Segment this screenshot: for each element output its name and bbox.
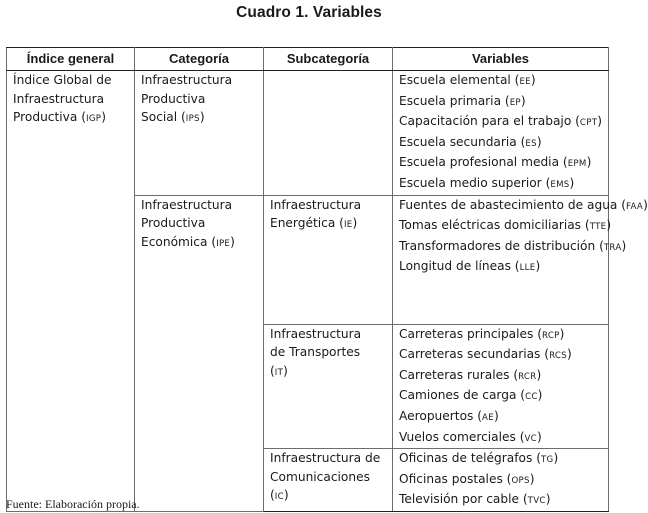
variable-item: Escuela profesional media (EPM) — [399, 155, 592, 170]
subcategoria-cell-transportes — [264, 324, 393, 449]
variable-item: Escuela medio superior (EMS) — [399, 175, 575, 190]
indice-abbr: IGP — [85, 114, 102, 125]
variable-item: Longitud de líneas (LLE) — [399, 259, 541, 274]
variable-item: Aeropuertos (AE) — [399, 408, 499, 423]
variable-item: Carreteras secundarias (RCS) — [399, 347, 572, 362]
variable-item: Oficinas de telégrafos (TG) — [399, 451, 559, 466]
indice-text: Índice Global de Infraestructura Productiva (IGP) — [13, 73, 112, 125]
table-row — [7, 71, 609, 196]
variable-item: Escuela elemental (EE) — [399, 73, 536, 87]
categoria-social-name: Infraestructura Productiva Social — [141, 73, 233, 125]
variable-item: Fuentes de abastecimiento de agua (FAA) — [399, 197, 648, 212]
subcategoria-energetica-name: Infraestructura Energética — [270, 197, 362, 231]
variables-table — [6, 47, 648, 512]
variable-item: Transformadores de distribución (TRA) — [399, 238, 627, 253]
subcategoria-comunicaciones-abbr: IC — [274, 492, 284, 503]
subcategoria-cell-empty — [264, 71, 393, 196]
subcategoria-energetica-abbr: IE — [343, 220, 353, 231]
variable-item: Oficinas postales (OPS) — [399, 471, 535, 486]
variable-item: Carreteras principales (RCP) — [399, 326, 565, 341]
categoria-cell-social — [135, 71, 264, 196]
header-categoria: Categoría — [135, 48, 264, 71]
variables-cell-comunicaciones — [393, 449, 609, 512]
indice-cell — [7, 71, 135, 512]
header-subcategoria: Subcategoría — [264, 48, 393, 71]
variables-cell-energetica — [393, 195, 648, 324]
categoria-social-text: Infraestructura Productiva Social (IPS) — [141, 73, 233, 125]
variable-item: Carreteras rurales (RCR) — [399, 367, 542, 382]
variable-item: Tomas eléctricas domiciliarias (TTE) — [399, 218, 612, 233]
indice-name: Índice Global de Infraestructura Productiva — [13, 73, 112, 125]
categoria-economica-abbr: IPE — [216, 238, 231, 249]
variable-item: Vuelos comerciales (VC) — [399, 429, 542, 444]
categoria-economica-text: Infraestructura Productiva Económica (IPE) — [141, 197, 235, 249]
categoria-cell-economica — [135, 195, 264, 511]
header-row — [7, 48, 609, 71]
subcategoria-transportes-text: Infraestructura de Transportes (IT) — [270, 326, 362, 378]
header-variables: Variables — [393, 48, 609, 71]
categoria-economica-name: Infraestructura Productiva Económica — [141, 197, 233, 249]
variable-item: Camiones de carga (CC) — [399, 388, 543, 403]
variable-item: Escuela primaria (EP) — [399, 93, 526, 108]
variable-item: Capacitación para el trabajo (CPT) — [399, 114, 603, 129]
variables-cell-transportes — [393, 324, 609, 449]
subcategoria-comunicaciones-text: Infraestructura de Comunicaciones (IC) — [270, 451, 381, 503]
variable-item: Televisión por cable (TVC) — [399, 492, 551, 507]
table-title: Cuadro 1. Variables — [236, 4, 382, 21]
variables-cell-social — [393, 71, 609, 196]
subcategoria-energetica-text: Infraestructura Energética (IE) — [270, 197, 362, 231]
subcategoria-transportes-abbr: IT — [274, 367, 284, 378]
variable-item: Escuela secundaria (ES) — [399, 134, 542, 149]
header-indice-general: Índice general — [7, 48, 135, 71]
categoria-social-abbr: IPS — [185, 114, 200, 125]
subcategoria-cell-comunicaciones — [264, 449, 393, 512]
subcategoria-cell-energetica — [264, 195, 393, 324]
subcategoria-transportes-name: Infraestructura de Transportes — [270, 326, 362, 360]
subcategoria-comunicaciones-name: Infraestructura de Comunicaciones — [270, 451, 381, 484]
source-note: Fuente: Elaboración propia. — [6, 497, 140, 511]
